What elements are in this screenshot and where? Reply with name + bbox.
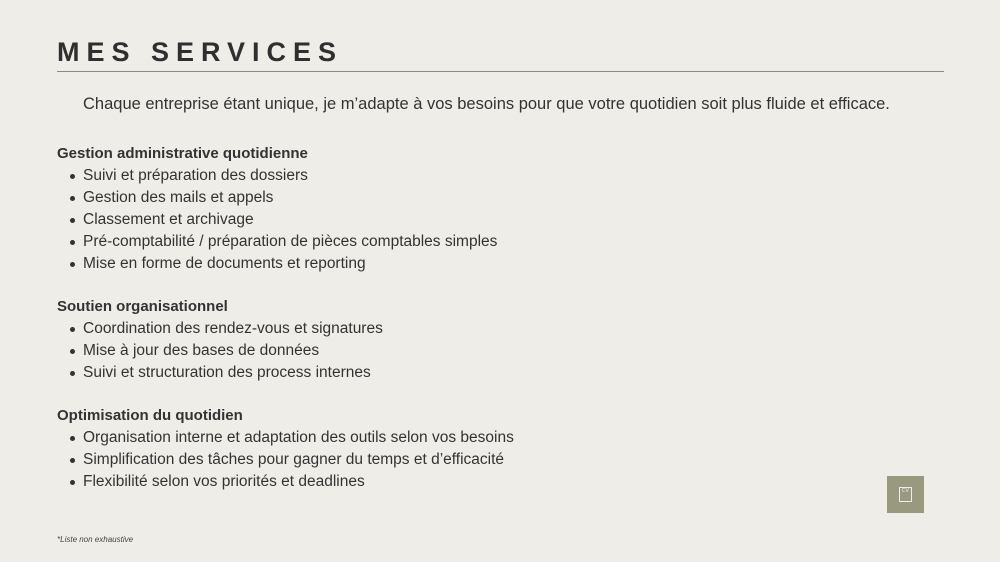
footnote: *Liste non exhaustive (57, 535, 134, 544)
intro-text: Chaque entreprise étant unique, je m’adapte à vos besoins pour que votre quotidien soit plus fluide et efficace. (83, 95, 890, 113)
logo (887, 476, 924, 513)
list-item (57, 209, 497, 231)
section-soutien-organisationnel (57, 296, 383, 384)
service-list (57, 165, 497, 275)
bullet-icon (70, 436, 75, 441)
bullet-icon (70, 218, 75, 223)
bullet-icon (70, 262, 75, 267)
bullet-icon (70, 349, 75, 354)
section-optimisation-quotidien (57, 405, 514, 493)
list-item-label: Suivi et préparation des dossiers (83, 167, 308, 184)
section-title: Soutien organisationnel (57, 298, 228, 315)
list-item (57, 165, 497, 187)
bullet-icon (70, 371, 75, 376)
title-divider (57, 71, 944, 72)
list-item (57, 449, 514, 471)
section-title: Optimisation du quotidien (57, 407, 243, 424)
list-item-label: Organisation interne et adaptation des outils selon vos besoins (83, 429, 514, 446)
list-item (57, 187, 497, 209)
bullet-icon (70, 240, 75, 245)
list-item (57, 318, 383, 340)
bullet-icon (70, 458, 75, 463)
list-item-label: Pré-comptabilité / préparation de pièces comptables simples (83, 233, 498, 250)
list-item-label: Suivi et structuration des process internes (83, 364, 371, 381)
service-list (57, 318, 383, 384)
bullet-icon (70, 174, 75, 179)
list-item (57, 231, 497, 253)
section-title: Gestion administrative quotidienne (57, 145, 308, 162)
list-item (57, 362, 383, 384)
list-item-label: Gestion des mails et appels (83, 189, 274, 206)
list-item (57, 253, 497, 275)
list-item (57, 471, 514, 493)
cv-logo-icon (899, 487, 912, 502)
list-item-label: Mise en forme de documents et reporting (83, 255, 366, 272)
bullet-icon (70, 480, 75, 485)
logo-letters: CV (902, 488, 909, 494)
bullet-icon (70, 327, 75, 332)
bullet-icon (70, 196, 75, 201)
list-item-label: Classement et archivage (83, 211, 254, 228)
list-item (57, 340, 383, 362)
section-gestion-administrative (57, 143, 497, 275)
service-list (57, 427, 514, 493)
list-item (57, 427, 514, 449)
list-item-label: Flexibilité selon vos priorités et deadlines (83, 473, 365, 490)
list-item-label: Simplification des tâches pour gagner du temps et d’efficacité (83, 451, 505, 468)
list-item-label: Coordination des rendez-vous et signatures (83, 320, 383, 337)
page-title: MES SERVICES (57, 37, 344, 67)
list-item-label: Mise à jour des bases de données (83, 342, 320, 359)
